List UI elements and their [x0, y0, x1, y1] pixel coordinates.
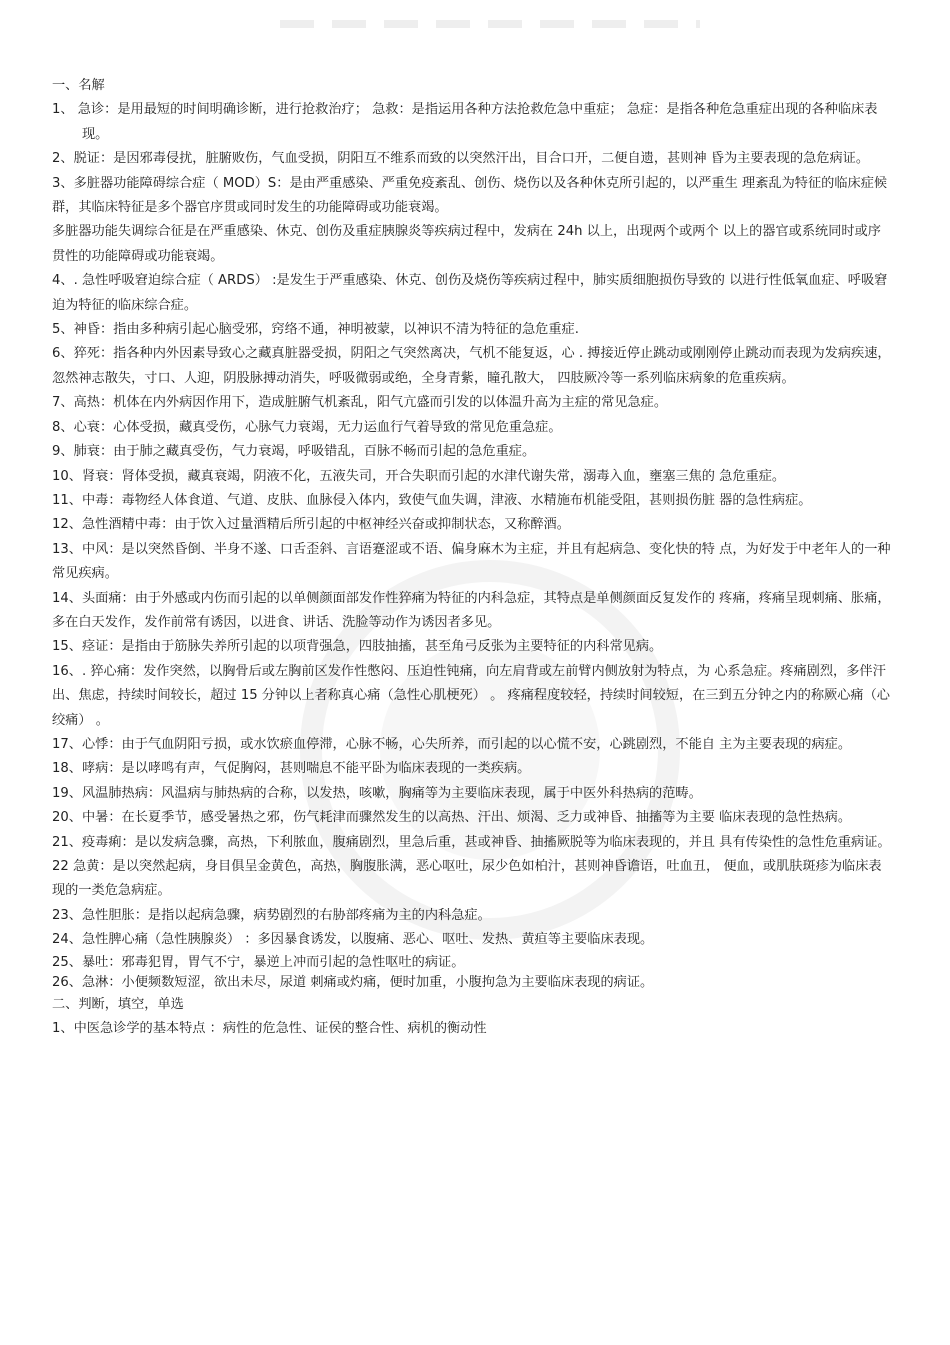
section-heading: 一、名解: [52, 78, 105, 93]
document-body: [52, 74, 892, 1041]
section-definitions: [52, 74, 892, 993]
definition-item: 3、多脏器功能障碍综合症（ MOD）S：是由严重感染、严重免疫紊乱、创伤、烧伤以及各种休克所引起的，以严重生 理紊乱为特征的临床症候群，其临床特征是多个器官序贯或同时发生的功能障碍或功能衰竭。: [52, 175, 888, 216]
definition-item: 6、猝死：指各种内外因素导致心之藏真脏器受损，阴阳之气突然离决，气机不能复返，心 . 搏接近停止跳动或刚刚停止跳动而表现为发病疾速，忽然神志散失，寸口、人迎，阴股脉搏动消失，呼吸微弱或绝，全身青紫，瞳孔散大， 四肢厥冷等一系列临床病象的危重疾病。: [52, 346, 891, 386]
definition-item: 9、肺衰：由于肺之藏真受伤，气力衰竭，呼吸错乱，百脉不畅而引起的急危重症。: [52, 444, 536, 460]
section-heading: 二、判断，填空，单选: [52, 996, 184, 1012]
definition-item: 15、痉证：是指由于筋脉失养所引起的以项背强急，四肢抽搐，甚至角弓反张为主要特征的内科常见病。: [52, 639, 663, 655]
definition-item: 8、心衰：心体受损，藏真受伤，心脉气力衰竭，无力运血行气着导致的常见危重急症。: [52, 419, 562, 435]
definition-item: 1、 急诊：是用最短的时间明确诊断，进行抢救治疗； 急救：是指运用各种方法抢救危急中重症； 急症：是指各种危急重症出现的各种临床表现。: [52, 102, 878, 142]
definition-item: 16、. 猝心痛：发作突然，以胸骨后或左胸前区发作性憋闷、压迫性钝痛，向左肩背或左前臂内侧放射为特点，为 心系急症。疼痛剧烈，多伴汗出、焦虑，持续时间较长，超过 15 分钟以上者称真心痛（急性心肌梗死） 。 疼痛程度较轻，持续时间较短，在三到五分钟之内的称厥心痛（心绞痛） 。: [52, 663, 890, 728]
definition-item: 21、疫毒痢：是以发病急骤，高热，下利脓血，腹痛剧烈，里急后重，甚或神昏、抽搐厥脱等为临床表现的，并且 具有传染性的急性危重病证。: [52, 834, 891, 850]
definition-item: 18、哮病：是以哮鸣有声，气促胸闷，甚则喘息不能平卧为临床表现的一类疾病。: [52, 761, 531, 777]
definition-item: 19、风温肺热病：风温病与肺热病的合称，以发热，咳嗽，胸痛等为主要临床表现，属于中医外科热病的范畴。: [52, 785, 702, 801]
definition-item: 5、神昏：指由多种病引起心脑受邪，窍络不通，神明被蒙，以神识不清为特征的急危重症.: [52, 322, 579, 338]
definition-item: 26、急淋：小便频数短涩，欲出未尽，尿道 刺痛或灼痛，便时加重，小腹拘急为主要临床表现的病证。: [52, 974, 654, 990]
question-item: 1、中医急诊学的基本特点 ：病性的危急性、证侯的整合性、病机的衡动性: [52, 1021, 487, 1037]
definition-item: 4、. 急性呼吸窘迫综合症（ ARDS） :是发生于严重感染、休克、创伤及烧伤等疾病过程中，肺实质细胞损伤导致的 以进行性低氧血症、呼吸窘迫为特征的临床综合症。: [52, 273, 888, 313]
definition-item: 22 急黄：是以突然起病，身目俱呈金黄色，高热，胸腹胀满，恶心呕吐，尿少色如柏汁，甚则神昏谵语，吐血丑， 便血，或肌肤斑疹为临床表现的一类危急病症。: [52, 859, 882, 899]
definition-item: 17、心悸：由于气血阴阳亏损，或水饮瘀血停滞，心脉不畅，心失所养，而引起的以心慌不安，心跳剧烈，不能自 主为主要表现的病症。: [52, 736, 852, 752]
definition-item: 14、头面痛：由于外感或内伤而引起的以单侧颜面部发作性猝痛为特征的内科急症，其特点是单侧颜面反复发作的 疼痛，疼痛呈现刺痛、胀痛，多在白天发作，发作前常有诱因，以进食、讲话、洗脸等动作为诱因者多见。: [52, 590, 891, 630]
faded-header-line: [280, 20, 700, 28]
definition-item: 12、急性酒精中毒：由于饮入过量酒精后所引起的中枢神经兴奋或抑制状态，又称醉酒。: [52, 517, 570, 533]
definition-item: 2、脱证：是因邪毒侵扰，脏腑败伤，气血受损，阴阳互不维系而致的以突然汗出，目合口开，二便自遗，甚则神 昏为主要表现的急危病证。: [52, 151, 870, 167]
section-judgement-fill-choice: [52, 993, 892, 1042]
definition-item: 10、肾衰：肾体受损，藏真衰竭，阴液不化，五液失司，开合失职而引起的水津代谢失常，溺毒入血，壅塞三焦的 急危重症。: [52, 468, 786, 484]
definition-item: 20、中暑：在长夏季节，感受暑热之邪，伤气耗津而骤然发生的以高热、汗出、烦渴、乏力或神昏、抽搐等为主要 临床表现的急性热病。: [52, 810, 852, 826]
definition-item: 多脏器功能失调综合征是在严重感染、休克、创伤及重症胰腺炎等疾病过程中，发病在 24h 以上，出现两个或两个 以上的器官或系统同时或序贯性的功能障碍或功能衰竭。: [52, 224, 881, 264]
definition-item: 11、中毒：毒物经人体食道、气道、皮肤、血脉侵入体内，致使气血失调，津液、水精施布机能受阻，甚则损伤脏 器的急性病症。: [52, 492, 812, 508]
definition-item: 13、中风：是以突然昏倒、半身不遂、口舌歪斜、言语蹇涩或不语、偏身麻木为主症，并且有起病急、变化快的特 点，为好发于中老年人的一种常见疾病。: [52, 541, 891, 582]
definition-item: 23、急性胆胀：是指以起病急骤，病势剧烈的右胁部疼痛为主的内科急症。: [52, 907, 491, 923]
definition-item: 24、急性脾心痛（急性胰腺炎） ：多因暴食诱发，以腹痛、恶心、呕吐、发热、黄疸等主要临床表现。: [52, 932, 654, 948]
definition-item: 25、暴吐：邪毒犯胃，胃气不宁，暴逆上冲而引起的急性呕吐的病证。: [52, 954, 465, 970]
definition-item: 7、高热：机体在内外病因作用下，造成脏腑气机紊乱，阳气亢盛而引发的以体温升高为主症的常见急症。: [52, 395, 668, 411]
